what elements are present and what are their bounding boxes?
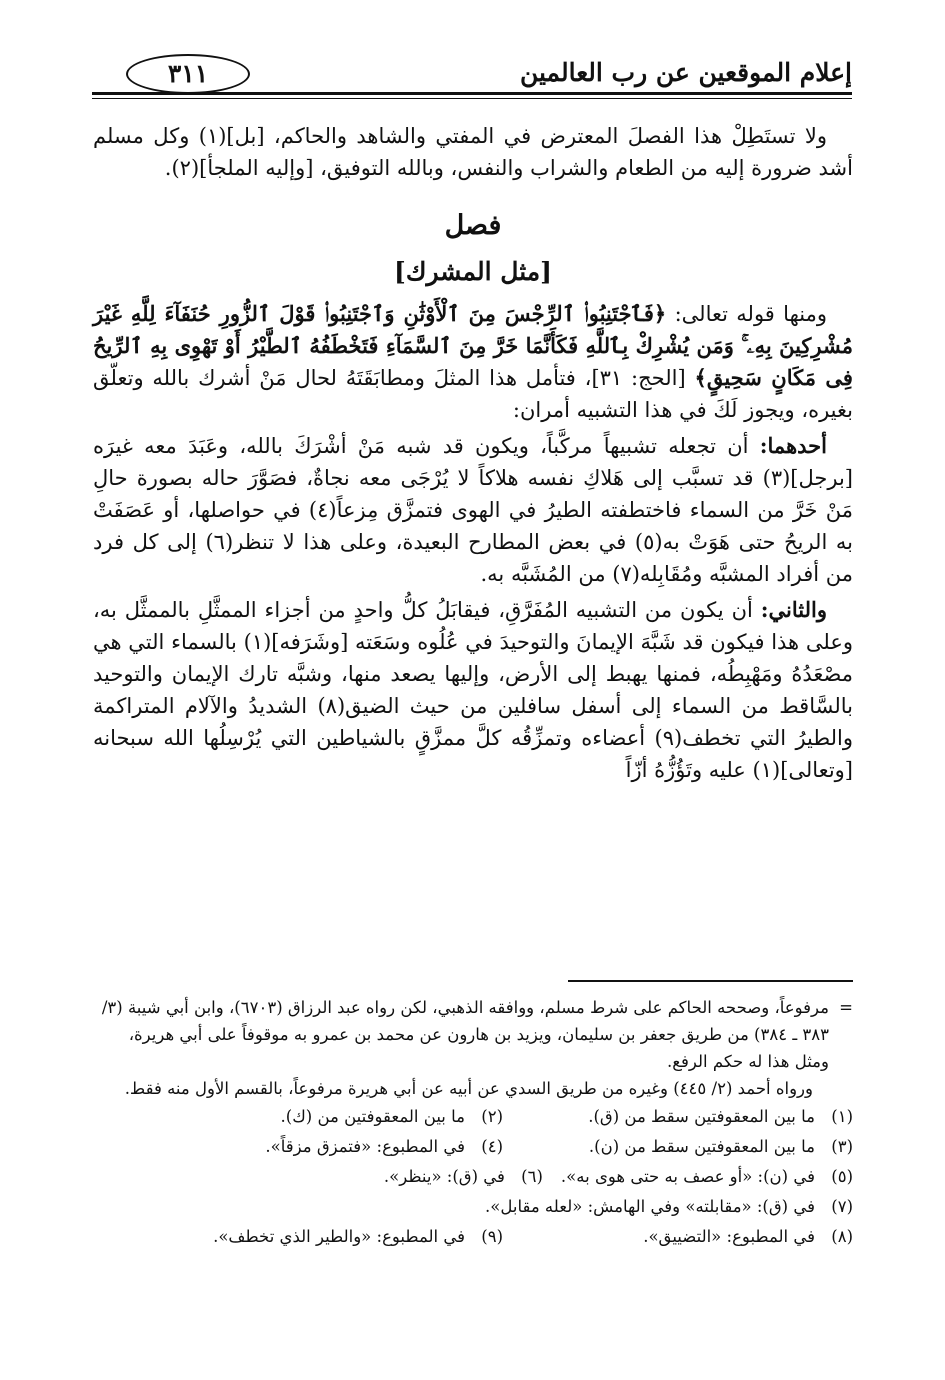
footnote-continuation (93, 994, 853, 1075)
footnote-text: في المطبوع: «التضييق». (643, 1227, 815, 1246)
footnote-number: (٥) (831, 1167, 853, 1186)
paragraph-lead: ومنها قوله تعالى: (674, 302, 827, 326)
footnote (213, 1222, 503, 1252)
section-heading: فصل (444, 210, 502, 241)
footnotes (93, 994, 853, 1252)
page-header (92, 52, 852, 104)
footnote-number: (٩) (481, 1227, 503, 1246)
main-text (93, 120, 853, 790)
footnote (561, 1162, 853, 1192)
footnote-row (93, 1222, 853, 1252)
page-number: ٣١١ (126, 54, 250, 94)
footnote (485, 1192, 853, 1222)
paragraph-second-interpretation (93, 594, 853, 786)
paragraph-lead-bold: والثاني: (760, 597, 827, 622)
footnote-text: ما بين المعقوفتين سقط من (ن). (588, 1137, 815, 1156)
footnote-row (93, 1192, 853, 1222)
footnote-text: في المطبوع: «والطير الذي تخطف». (213, 1227, 465, 1246)
footnote-text: في (ق): «ينظر». (383, 1167, 505, 1186)
footnote-number: (١) (831, 1107, 853, 1126)
header-rule-thin (92, 98, 852, 99)
footnote-text: في (ق): «مقابلته» وفي الهامش: «لعله مقابل». (485, 1197, 815, 1216)
footnote (384, 1162, 543, 1192)
footnote (265, 1132, 503, 1162)
footnote-separator (568, 980, 853, 982)
footnote-text: في (ن): «أو عصف به حتى هوى به». (560, 1167, 815, 1186)
footnote (503, 1222, 853, 1252)
footnote (503, 1132, 853, 1162)
footnote-row (93, 1102, 853, 1132)
paragraph-first-interpretation (93, 430, 853, 590)
paragraph-text: أن يكون من التشبيه المُفَرَّقِ، فيقابَلُ كلُّ واحدٍ من أجزاء الممثَّلِ بالممثَّل به، وعلى هذا فيكون قد شَبَّهَ الإيمانَ والتوحيدَ في عُلُوه وسَعَته [وشَرَفه](١) بالسماء التي هي مصْعَدُهُ ومَهْبِطُه، فمنها يهبط إلى الأرض، وإليها يصعد منها، وشبَّه تارك الإيمان والتوحيد بالسَّاقط من السماء إلى أسفل سافلين من حيث الضيق(٨) الشديدُ والآلام المتراكمة والطيرُ التي تخطف(٩) أعضاءه وتمزِّقُه كلَّ ممزَّقٍ بالشياطين التي يُرْسِلُها الله سبحانه [وتعالى](١) عليه وتَؤُزُّهُ أزّاً (93, 598, 853, 782)
section-subheading: [مثل المشرك] (394, 257, 552, 286)
footnote-row (93, 1132, 853, 1162)
footnote-number: (٤) (481, 1137, 503, 1156)
paragraph-lead-bold: أحدهما: (759, 433, 827, 458)
footnote-text: ما بين المعقوفتين من (ك). (280, 1107, 465, 1126)
footnote-number: (٢) (481, 1107, 503, 1126)
footnote-number: (٦) (521, 1167, 543, 1186)
intro-paragraph: ولا تستَطِلْ هذا الفصلَ المعترض في المفتي والشاهد والحاكم، [بل](١) وكل مسلم أشد ضرورة إليه من الطعام والشراب والنفس، وبالله التوفيق، [وإليه الملجأ](٢). (93, 124, 853, 180)
paragraph-quran-verse (93, 298, 853, 426)
running-title: إعلام الموقعين عن رب العالمين (519, 58, 852, 87)
paragraph-text: أن تجعله تشبيهاً مركَّباً، ويكون قد شبه مَنْ أشْرَكَ بالله، وعَبَدَ معه غيرَه [برجل](٣) قد تسبَّب إلى هَلاكِ نفسه هلاكاً لا يُرْجَى معه نجاةٌ، فصَوَّرَ حاله بصورة حالِ مَنْ خَرَّ من السماء فاختطفته الطيرُ في الهوى فتمزَّق مِزعاً(٤) في حواصلها، أو عَصَفَتْ به الريحُ حتى هَوَتْ به(٥) في بعض المطارح البعيدة، وعلى هذا لا تنظر(٦) إلى كل فرد من أفراد المشبَّه ومُقَابِله(٧) من المُشَبَّه به. (93, 434, 853, 586)
continuation-mark: = (839, 998, 853, 1017)
footnote-text: في المطبوع: «فتمزق مزقاً». (265, 1137, 465, 1156)
footnote-row (93, 1162, 853, 1192)
footnote (281, 1102, 503, 1132)
footnote-number: (٨) (831, 1227, 853, 1246)
footnote (503, 1102, 853, 1132)
footnote-continuation-2: ورواه أحمد (٢/ ٤٤٥) وغيره من طريق السدي عن أبيه عن أبي هريرة مرفوعاً، بالقسم الأول منه فقط. (124, 1079, 813, 1098)
footnote-text: ما بين المعقوفتين سقط من (ق). (588, 1107, 815, 1126)
footnote-number: (٣) (831, 1137, 853, 1156)
footnote-continuation-text: مرفوعاً، وصححه الحاكم على شرط مسلم، ووافقه الذهبي، لكن رواه عبد الرزاق (٦٧٠٣)، وابن أبي شيبة (٣/ ٣٨٣ ـ ٣٨٤) من طريق جعفر بن سليمان، ويزيد بن هارون عن محمد بن عمرو به موقوفاً على أبي هريرة، ومثل هذا له حكم الرفع. (101, 998, 829, 1071)
quran-verse: ﴿فَٱجْتَنِبُوا۟ ٱلرِّجْسَ مِنَ ٱلْأَوْثَٰنِ وَٱجْتَنِبُوا۟ قَوْلَ ٱلزُّورِ حُنَفَآءَ لِلَّهِ غَيْرَ مُشْرِكِينَ بِهِۦ ۚ وَمَن يُشْرِكْ بِٱللَّهِ فَكَأَنَّمَا خَرَّ مِنَ ٱلسَّمَآءِ فَتَخْطَفُهُ ٱلطَّيْرُ أَوْ تَهْوِى بِهِ ٱلرِّيحُ فِى مَكَانٍ سَحِيقٍ﴾ (93, 301, 853, 390)
footnote-number: (٧) (831, 1197, 853, 1216)
paragraph-rest: [الحج: ٣١]، فتأمل هذا المثلَ ومطابَقَتَهُ لحال مَنْ أشرك بالله وتعلّق بغيره، ويجوز لَكَ في هذا التشبيه أمران: (93, 366, 853, 422)
